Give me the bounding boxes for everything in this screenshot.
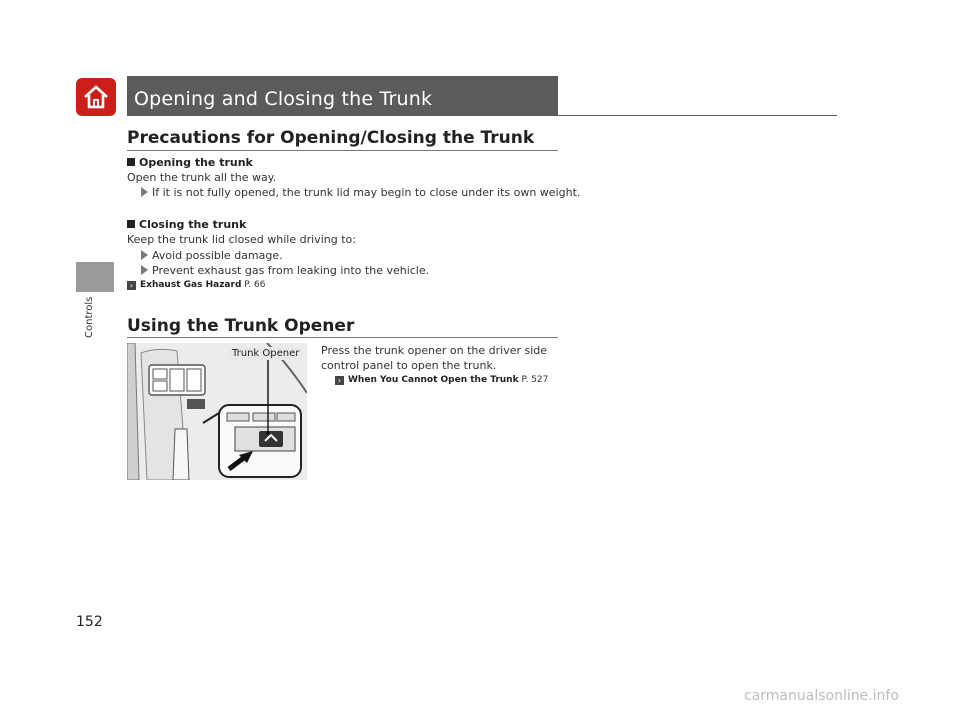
- trunk-opener-illustration: [127, 343, 307, 480]
- cannot-open-trunk-xref[interactable]: › When You Cannot Open the Trunk P. 527: [335, 375, 548, 385]
- home-button[interactable]: [76, 78, 116, 116]
- driver-panel-drawing: [127, 343, 307, 480]
- opening-text: Open the trunk all the way.: [127, 171, 277, 184]
- opener-heading: Using the Trunk Opener: [127, 316, 355, 336]
- cross-reference-icon: ›: [335, 376, 344, 385]
- opening-subheading: Opening the trunk: [127, 156, 253, 169]
- page-title-bar: [127, 76, 558, 115]
- exhaust-gas-xref[interactable]: › Exhaust Gas Hazard P. 66: [127, 280, 265, 290]
- title-divider: [127, 115, 837, 116]
- square-bullet-icon: [127, 220, 135, 228]
- opener-text-line-1: Press the trunk opener on the driver side: [321, 344, 548, 357]
- closing-text: Keep the trunk lid closed while driving to:: [127, 233, 356, 246]
- precautions-divider: [127, 150, 558, 151]
- closing-bullet-1: Avoid possible damage.: [141, 249, 283, 262]
- home-icon: [82, 84, 110, 110]
- page-number: 152: [76, 614, 103, 630]
- opener-divider: [127, 337, 558, 338]
- page-title: Opening and Closing the Trunk: [134, 88, 433, 110]
- precautions-heading: Precautions for Opening/Closing the Trunk: [127, 128, 535, 148]
- closing-subheading: Closing the trunk: [127, 218, 246, 231]
- opening-bullet: If it is not fully opened, the trunk lid may begin to close under its own weight.: [141, 186, 580, 199]
- trunk-opener-callout: Trunk Opener: [229, 347, 302, 360]
- watermark: carmanualsonline.info: [744, 688, 899, 704]
- closing-bullet-2: Prevent exhaust gas from leaking into the vehicle.: [141, 264, 429, 277]
- square-bullet-icon: [127, 158, 135, 166]
- opener-text-line-2: control panel to open the trunk.: [321, 359, 497, 372]
- section-tab[interactable]: [76, 262, 114, 292]
- section-label: Controls: [84, 296, 95, 338]
- cross-reference-icon: ›: [127, 281, 136, 290]
